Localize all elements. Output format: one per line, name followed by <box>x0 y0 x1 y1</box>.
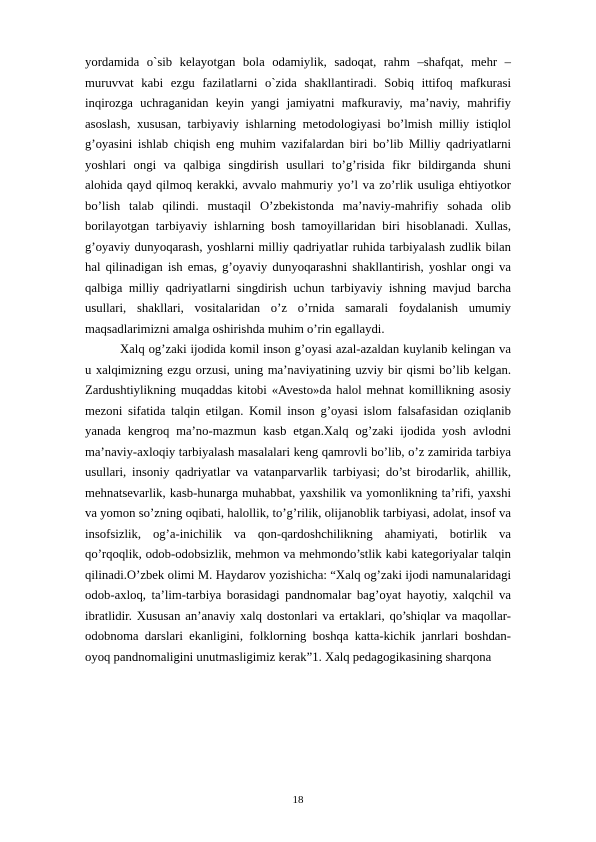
page-number: 18 <box>292 794 304 806</box>
paragraph-2: Xalq og’zaki ijodida komil inson g’oyasi azal-azaldan kuylanib kelingan va u xalqimizning ezgu orzusi, uning ma’naviyatining uzviy bir qismi bo’lib kelgan. Zardushtiylikning muqaddas kitobi «Avesto»da halol mehnat komillikning asosiy mezoni sifatida talqin etilgan. Komil inson g’oyasi islom falsafasidan oziqlanib yanada kengroq ma’no-mazmun kasb etgan.Xalq og’zaki ijodida yosh avlodni ma’naviy-axloqiy tarbiyalash masalalari keng qamrovli bo’lib, o’z zamirida tarbiya usullari, insoniy qadriyatlar va vatanparvarlik tarbiyasi; do’st birodarlik, ahillik, mehnatsevarlik, kasb-hunarga muhabbat, yaxshilik va yomonlikning ta’rifi, yaxshi va yomon so’zning oqibati, halollik, to’g’rilik, olijanoblik tarbiyasi, adolat, insof va insofsizlik, og’a-inichilik va qon-qardoshchilikning ahamiyati, botirlik va qo’rqoqlik, odob-odobsizlik, mehmon va mehmondo’stlik kabi kategoriyalar talqin qilinadi.O’zbek olimi M. Haydarov yozishicha: “Xalq og’zaki ijodi namunalaridagi odob-axloq, ta’lim-tarbiya borasidagi pandnomalar bag’oyat hayotiy, xalqchil va ibratlidir. Xususan an’anaviy xalq dostonlari va ertaklari, qo’shiqlar va maqollar-odobnoma darslari ekanligini, folklorning boshqa katta-kichik janrlari boshdan-oyoq pandnomaligini unutmasligimiz kerak”1. Xalq pedagogikasining sharqona <box>85 342 511 664</box>
paragraph-1: yordamida o`sib kelayotgan bola odamiylik, sadoqat, rahm –shafqat, mehr –muruvvat kabi ezgu fazilatlarni o`zida shakllantiradi. Sobiq ittifoq mafkurasi inqirozga uchraganidan keyin yangi jamiyatni mafkuraviy, ma’naviy, mahrifiy asoslash, xususan, tarbiyaviy ishlarning metodologiyasi bo’lmish milliy istiqlol g’oyasini ishlab chiqish eng muhim vazifalardan biri bo’lib Milliy qadriyatlarni yoshlari ongi va qalbiga singdirish usullari to’g’risida fikr bildirganda shuni alohida qayd qilmoq kerakki, avvalo mahmuriy yo’l va zo’rlik usuliga ehtiyotkor bo’lish talab qilindi. mustaqil O’zbekistonda ma’naviy-mahrifiy sohada olib borilayotgan tarbiyaviy ishlarning bosh tamoyillaridan biri hisoblanadi. Xullas, g’oyaviy dunyoqarash, yoshlarni milliy qadriyatlar ruhida tarbiyalash zudlik bilan hal qilinadigan ish emas, g’oyaviy dunyoqarashni shakllantirish, yoshlar ongi va qalbiga milliy qadriyatlarni singdirish uchun tarbiyaviy ishning mavjud barcha usullari, shakllari, vositalaridan o’z o’rnida samarali foydalanish umumiy maqsadlarimizni amalga oshirishda muhim o’rin egallaydi. <box>85 55 511 336</box>
body-text <box>85 52 511 667</box>
